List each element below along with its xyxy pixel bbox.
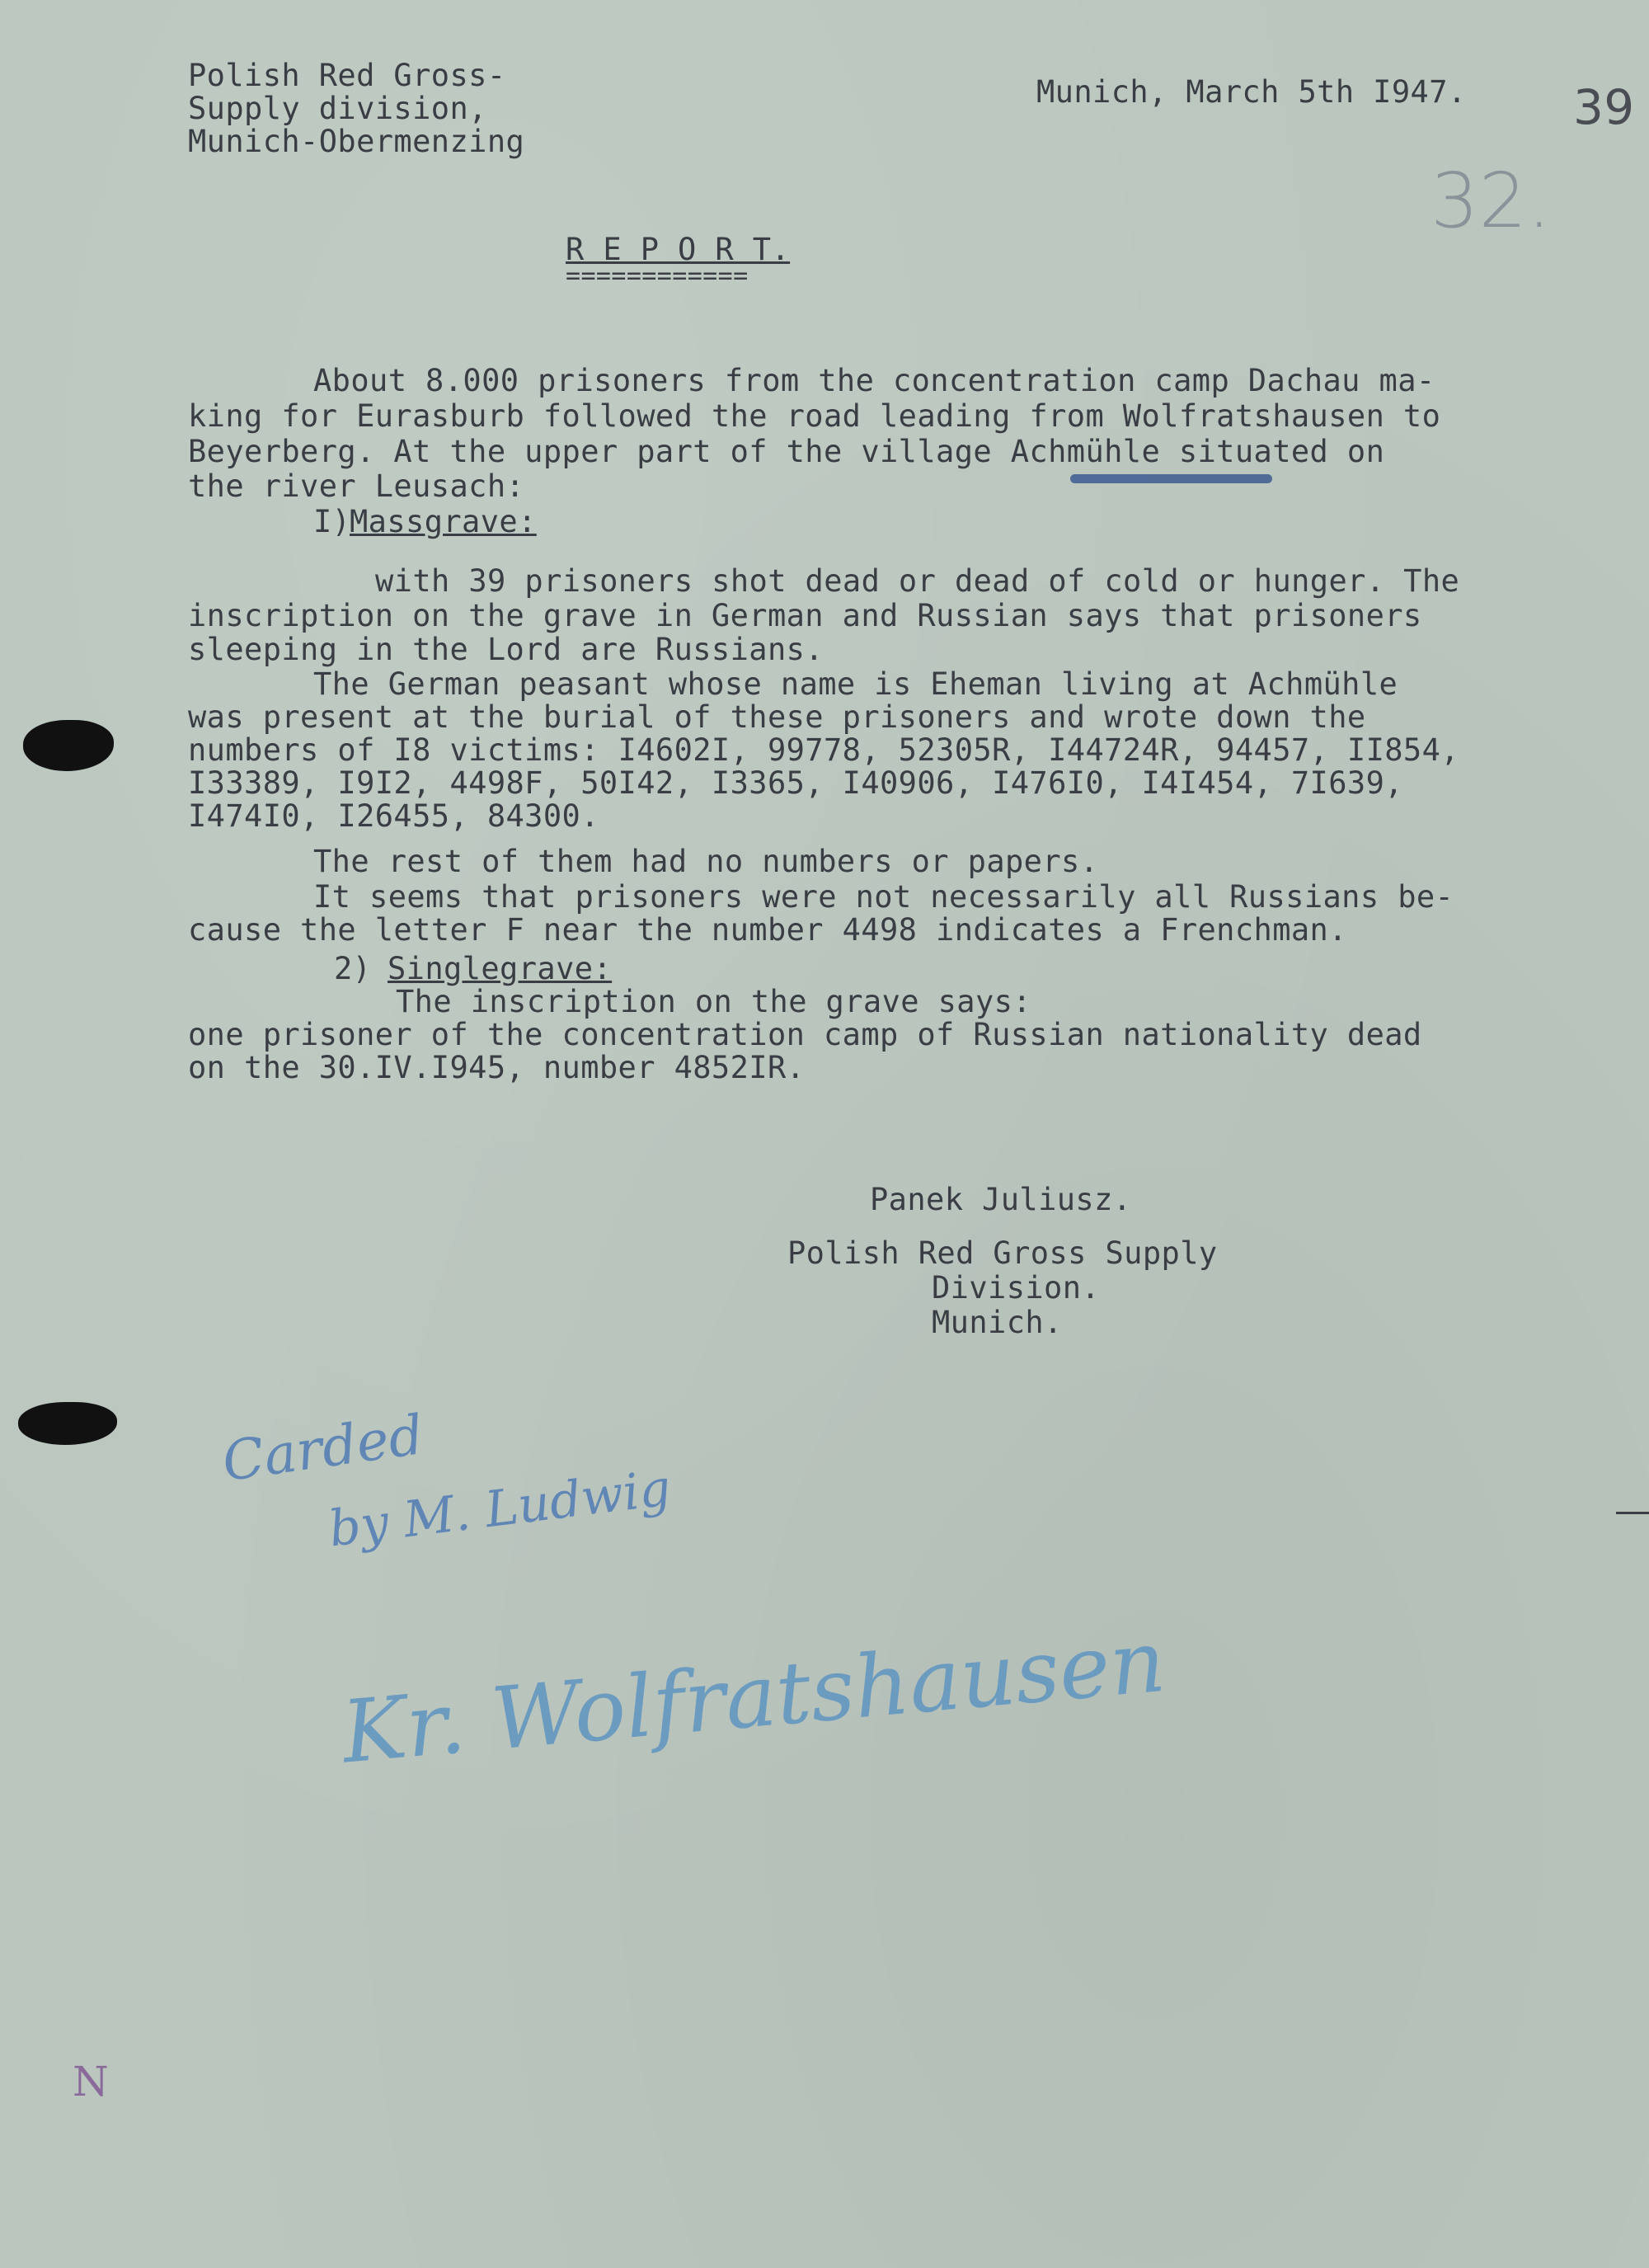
signature-org-line-3: Munich. [932,1305,1063,1340]
body-line: The German peasant whose name is Eheman living at Achmühle [313,666,1398,702]
body-line: I474I0, I26455, 84300. [188,798,599,834]
edge-mark [1616,1512,1649,1514]
body-line: Beyerberg. At the upper part of the village Achmühle situated on [188,434,1385,469]
signature-name: Panek Juliusz. [870,1182,1132,1217]
punch-hole-upper [23,720,114,771]
section-1-number: I) [313,504,351,539]
org-line-3: Munich-Obermenzing [188,124,525,159]
section-1-heading: Massgrave: [350,504,537,539]
body-line: on the 30.IV.I945, number 4852IR. [188,1050,806,1085]
org-line-2: Supply division, [188,91,487,126]
body-line: cause the letter F near the number 4498 indicates a Frenchman. [188,912,1347,948]
body-line: The inscription on the grave says: [396,984,1031,1019]
body-line: About 8.000 prisoners from the concentration camp Dachau ma- [313,363,1435,398]
punch-hole-lower [18,1402,117,1445]
body-line: was present at the burial of these prisoners and wrote down the [188,699,1366,735]
body-line: the river Leusach: [188,468,525,504]
report-title-rule: ============ [566,261,749,290]
signature-org-line-1: Polish Red Gross Supply [787,1235,1218,1271]
body-line: numbers of I8 victims: I4602I, 99778, 52305R, I44724R, 94457, II854, [188,732,1459,768]
body-line: sleeping in the Lord are Russians. [188,632,824,667]
handwritten-corner-mark: N [73,2058,109,2106]
document-date: Munich, March 5th I947. [1036,74,1467,110]
body-line: I33389, I9I2, 4498F, 50I42, I3365, I40906, I476I0, I4I454, 7I639, [188,765,1403,801]
section-2-heading: Singlegrave: [388,951,613,986]
page-number-stamp: 39 [1573,79,1635,135]
handwritten-note-line-2: by M. Ludwig [326,1459,674,1559]
signature-org-line-2: Division. [932,1270,1101,1306]
report-title: R E P O R T. [566,232,791,267]
handwritten-note-line-1: Carded [218,1402,428,1494]
body-line: It seems that prisoners were not necessarily all Russians be- [313,879,1454,915]
body-line: inscription on the grave in German and Russian says that prisoners [188,598,1422,633]
section-2-number: 2) [334,951,391,986]
body-line: with 39 prisoners shot dead or dead of cold or hunger. The [375,563,1460,599]
page-number-handwritten: 32. [1431,157,1552,245]
body-line: one prisoner of the concentration camp of Russian nationality dead [188,1017,1422,1052]
handwritten-place-name: Kr. Wolfratshausen [338,1610,1169,1783]
ink-underline-mark [1070,474,1272,483]
org-line-1: Polish Red Gross- [188,58,506,93]
body-line: The rest of them had no numbers or papers. [313,844,1099,879]
body-line: king for Eurasburb followed the road leading from Wolfratshausen to [188,398,1441,434]
